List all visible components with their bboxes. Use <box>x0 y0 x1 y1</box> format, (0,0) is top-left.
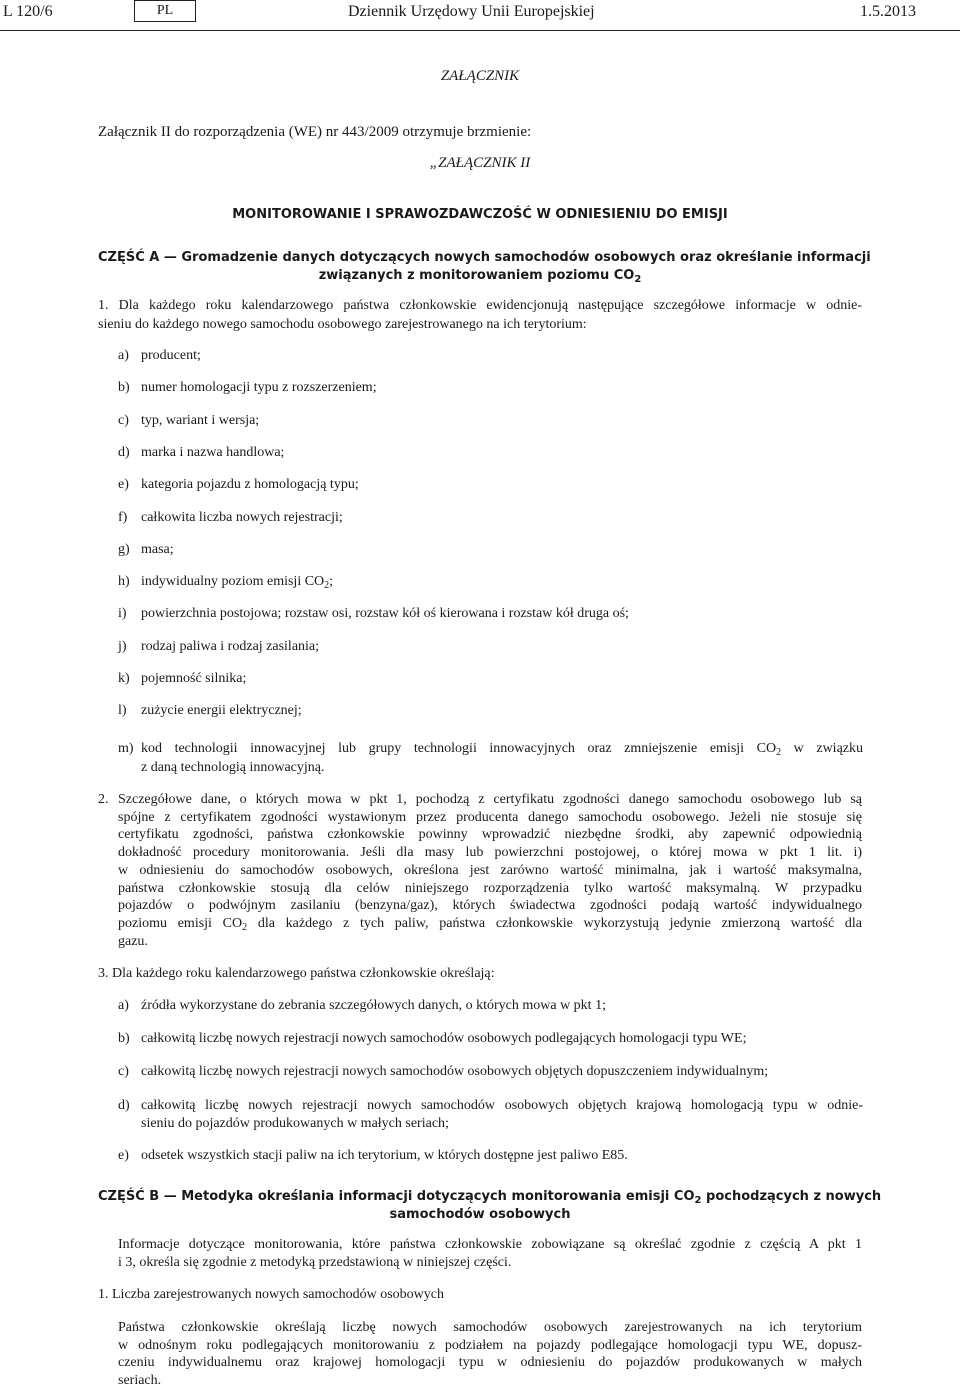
paragraph-2-line: spójne z certyfikatem zgodności wystawionym przez producenta danego samochodu osobowego. Jeżeli nie stosuje się <box>118 809 862 825</box>
p3-item-e-text: odsetek wszystkich stacji paliw na ich terytorium, w których dostępne jest paliwo E85. <box>141 1148 628 1163</box>
list-item-label: i) <box>118 606 127 622</box>
p3-item-text: źródła wykorzystane do zebrania szczegółowych danych, o których mowa w pkt 1; <box>141 998 606 1013</box>
p3-item-text: całkowitą liczbę nowych rejestracji nowych samochodów osobowych objętych dopuszczeniem indywidualnym; <box>141 1064 769 1079</box>
paragraph-2-line: pojazdów o podwójnym zasilaniu (benzyna/gaz), których świadectwa zgodności podają wartość indywidualnego <box>118 898 862 914</box>
list-item-text-main: całkowita liczba nowych rejestracji; <box>141 509 343 525</box>
annex-ii-title: „ZAŁĄCZNIK II <box>429 155 531 171</box>
journal-page-code: L 120/6 <box>3 3 53 20</box>
list-item-text-main: zużycie energii elektrycznej; <box>141 703 302 719</box>
p3-item-e-label: e) <box>118 1148 129 1163</box>
paragraph-2-line: dokładność procedury monitorowania. Jeśli dla masy lub powierzchni postojowej, o której mowa w pkt 1 lit. i) <box>118 845 862 861</box>
list-item-text-after: ; <box>329 574 334 590</box>
list-item-label: h) <box>118 574 130 590</box>
journal-title: Dziennik Urzędowy Unii Europejskiej <box>348 3 595 20</box>
part-b-intro-line2: i 3, określa się zgodnie z metodyką przedstawioną w niniejszej części. <box>118 1255 512 1270</box>
p3-item-label: b) <box>118 1031 130 1046</box>
p3-item-d-label: d) <box>118 1098 130 1113</box>
main-heading: MONITOROWANIE I SPRAWOZDAWCZOŚĆ W ODNIESIENIU DO EMISJI <box>232 207 728 222</box>
list-item-text <box>141 671 246 687</box>
list-item-text <box>141 639 319 655</box>
section-b1-line: Państwa członkowskie określają liczbę nowych samochodów osobowych zarejestrowanych na ich terytorium <box>118 1320 862 1335</box>
list-item-text <box>141 348 201 364</box>
page-header <box>0 0 960 30</box>
section-b1-last-line: seriach. <box>118 1373 162 1388</box>
p3-item-text: całkowitą liczbę nowych rejestracji nowych samochodów osobowych podlegających homologacji typu WE; <box>141 1031 747 1046</box>
list-item-label: b) <box>118 380 130 396</box>
part-b-heading-line1: CZĘŚĆ B — Metodyka określania informacji dotyczących monitorowania emisji $CO_2$ pochodzących z nowych <box>98 1189 882 1206</box>
paragraph-2-line: certyfikatu zgodności, państwa członkowskie powinny wprowadzić niezbędne środki, aby zapewnić odpowiednią <box>118 827 862 843</box>
annex-title: ZAŁĄCZNIK <box>440 68 520 84</box>
list-item-text-main: indywidualny poziom emisji CO <box>141 574 325 590</box>
p3-item-d-line1: całkowitą liczbę nowych rejestracji nowych samochodów osobowych objętych krajową homologacją typu w odnie- <box>141 1098 863 1113</box>
paragraph-2-line: Szczegółowe dane, o których mowa w pkt 1, pochodzą z certyfikatu zgodności danego samochodu osobowego lub są <box>118 792 862 807</box>
p3-item-d-line2: sieniu do pojazdów produkowanych w małych seriach; <box>141 1116 449 1131</box>
list-item-text-main: marka i nazwa handlowa; <box>141 444 285 460</box>
part-a-heading-line1: CZĘŚĆ A — Gromadzenie danych dotyczących nowych samochodów osobowych oraz określanie informacji <box>98 250 871 265</box>
paragraph-2-line8: poziomu emisji $CO_2$ dla każdego z tych paliw, państwa członkowskie wykorzystują jedynie zmierzoną wartość dla <box>118 916 863 933</box>
paragraph-1-line2: sieniu do każdego nowego samochodu osobowego zarejestrowanego na ich terytorium: <box>98 317 587 332</box>
p3-item-label: a) <box>118 998 129 1013</box>
list-item-text <box>141 380 377 396</box>
intro-text: Załącznik II do rozporządzenia (WE) nr 443/2009 otrzymuje brzmienie: <box>98 124 532 140</box>
list-item-m-line2: z daną technologią innowacyjną. <box>141 760 325 775</box>
part-b-intro-line1: Informacje dotyczące monitorowania, które państwa członkowskie zobowiązane są określać zgodnie z częścią A pkt 1 <box>118 1237 862 1252</box>
list-item-label: d) <box>118 444 130 460</box>
list-item-text-main: producent; <box>141 348 201 363</box>
paragraph-2-label: 2. <box>98 792 109 807</box>
list-item-text-main: typ, wariant i wersja; <box>141 412 260 428</box>
header-divider <box>0 30 960 31</box>
list-item-text <box>141 574 333 590</box>
part-b-heading-line2: samochodów osobowych <box>389 1207 571 1222</box>
list-item-text-main: pojemność silnika; <box>141 671 247 686</box>
list-item-text <box>141 413 259 429</box>
list-item-text-main: numer homologacji typu z rozszerzeniem; <box>141 380 377 396</box>
list-item-text <box>141 445 284 461</box>
list-item-m-label: m) <box>118 741 134 756</box>
list-item-text <box>141 477 359 493</box>
list-item-text <box>141 703 302 719</box>
list-item-label: a) <box>118 348 129 363</box>
p3-item-label: c) <box>118 1064 129 1079</box>
paragraph-2-line: w odniesieniu do samochodów osobowych, określona jest zarówno wartość minimalna, jak i wartość maksymalna, <box>118 862 862 878</box>
list-item-text-main: kategoria pojazdu z homologacją typu; <box>141 477 359 493</box>
publication-date: 1.5.2013 <box>860 3 916 20</box>
list-item-text-sub: 2 <box>324 580 330 592</box>
list-item-label: k) <box>118 671 130 686</box>
list-item-label: j) <box>118 638 127 654</box>
language-badge: PL <box>134 0 196 22</box>
list-item-label: g) <box>118 541 130 557</box>
list-item-label: e) <box>118 477 129 493</box>
list-item-text <box>141 542 174 558</box>
section-b1-title: 1. Liczba zarejestrowanych nowych samochodów osobowych <box>98 1287 445 1302</box>
list-item-text <box>141 606 629 622</box>
paragraph-3-intro: 3. Dla każdego roku kalendarzowego państwa członkowskie określają: <box>98 966 495 981</box>
section-b1-line: w odnośnym roku podlegających monitorowaniu z podziałem na pojazdy podlegające homologacji typu WE, dopusz- <box>118 1337 862 1353</box>
list-item-text <box>141 510 343 526</box>
list-item-label: f) <box>118 509 128 525</box>
paragraph-2-line: państwa członkowskie stosują dla celów niniejszego rozporządzenia tylko wartość maksymalną. W przypadku <box>118 880 862 896</box>
paragraph-1-line1: 1. Dla każdego roku kalendarzowego państwa członkowskie ewidencjonują następujące szczegółowe informacje w odnie- <box>98 298 862 313</box>
list-item-m-line1: kod technologii innowacyjnej lub grupy technologii innowacyjnych oraz zmniejszenie emisji $CO_2$ w związku <box>141 741 863 758</box>
list-item-label: l) <box>118 703 127 719</box>
list-item-text-main: powierzchnia postojowa; rozstaw osi, rozstaw kół oś kierowana i rozstaw kół druga oś; <box>141 606 629 622</box>
list-item-text-main: masa; <box>141 541 174 557</box>
list-item-text-main: rodzaj paliwa i rodzaj zasilania; <box>141 638 320 654</box>
part-a-heading-line2: związanych z monitorowaniem poziomu $CO_2$ <box>318 268 642 285</box>
list-item-label: c) <box>118 412 129 428</box>
paragraph-2-line9: gazu. <box>118 934 148 949</box>
section-b1-line: czeniu indywidualnemu oraz krajowej homologacji typu w odniesieniu do pojazdów produkowanych w małych <box>118 1355 862 1371</box>
